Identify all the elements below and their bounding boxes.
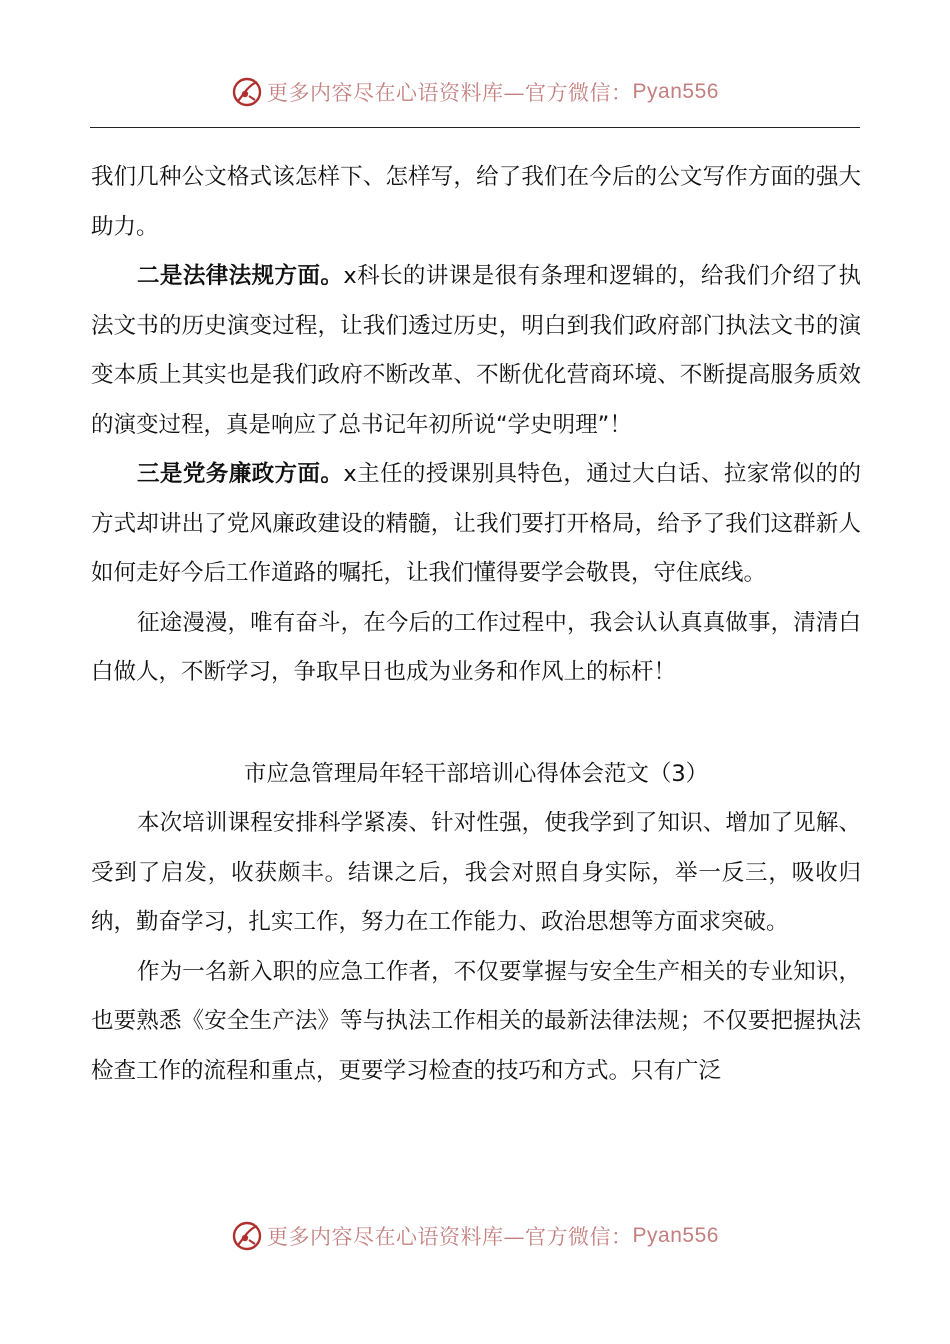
page-footer-watermark <box>0 1216 950 1256</box>
paragraph-text: 我们几种公文格式该怎样下、怎样写，给了我们在今后的公文写作方面的强大助力。 <box>91 164 861 240</box>
page-header-watermark <box>0 72 950 112</box>
brand-logo-icon <box>231 1220 263 1252</box>
header-watermark-text: 更多内容尽在心语资料库—官方微信： <box>267 81 633 105</box>
section-title: 市应急管理局年轻干部培训心得体会范文（3） <box>243 760 709 787</box>
paragraph-text: x主任的授课别具特色，通过大白话、拉家常似的的方式却讲出了党风廉政建设的精髓，让我们要打开格局，给予了我们这群新人如何走好今后工作道路的嘱托，让我们懂得要学会敬畏，守住底线。 <box>91 461 861 586</box>
paragraph <box>91 599 861 698</box>
footer-watermark-id: Pyan556 <box>632 1224 719 1247</box>
brand-logo-icon <box>231 76 263 108</box>
paragraph-lead: 三是党务廉政方面。 <box>137 461 344 487</box>
document-body <box>91 153 861 1096</box>
paragraph-lead: 二是法律法规方面。 <box>137 263 344 289</box>
header-divider <box>90 127 860 128</box>
footer-watermark-text: 更多内容尽在心语资料库—官方微信： <box>267 1225 633 1249</box>
paragraph-text: x科长的讲课是很有条理和逻辑的，给我们介绍了执法文书的历史演变过程，让我们透过历史，明白到我们政府部门执法文书的演变本质上其实也是我们政府不断改革、不断优化营商环境、不断提高服务质效的演变过程，真是响应了总书记年初所说“学史明理”！ <box>91 263 861 438</box>
paragraph-text: 征途漫漫，唯有奋斗，在今后的工作过程中，我会认认真真做事，清清白白做人，不断学习，争取早日也成为业务和作风上的标杆！ <box>91 609 861 685</box>
paragraph <box>91 252 861 450</box>
paragraph: 作为一名新入职的应急工作者，不仅要掌握与安全生产相关的专业知识，也要熟悉《安全生产法》等与执法工作相关的最新法律法规；不仅要把握执法检查工作的流程和重点，更要学习检查的技巧和方式。只有广泛 <box>91 958 861 1084</box>
paragraph: 本次培训课程安排科学紧凑、针对性强，使我学到了知识、增加了见解、受到了启发，收获颇丰。结课之后，我会对照自身实际，举一反三，吸收归纳，勤奋学习，扎实工作，努力在工作能力、政治思想等方面求突破。 <box>91 810 861 935</box>
paragraph <box>91 450 861 599</box>
paragraph <box>91 153 861 252</box>
header-watermark-id: Pyan556 <box>632 80 719 103</box>
